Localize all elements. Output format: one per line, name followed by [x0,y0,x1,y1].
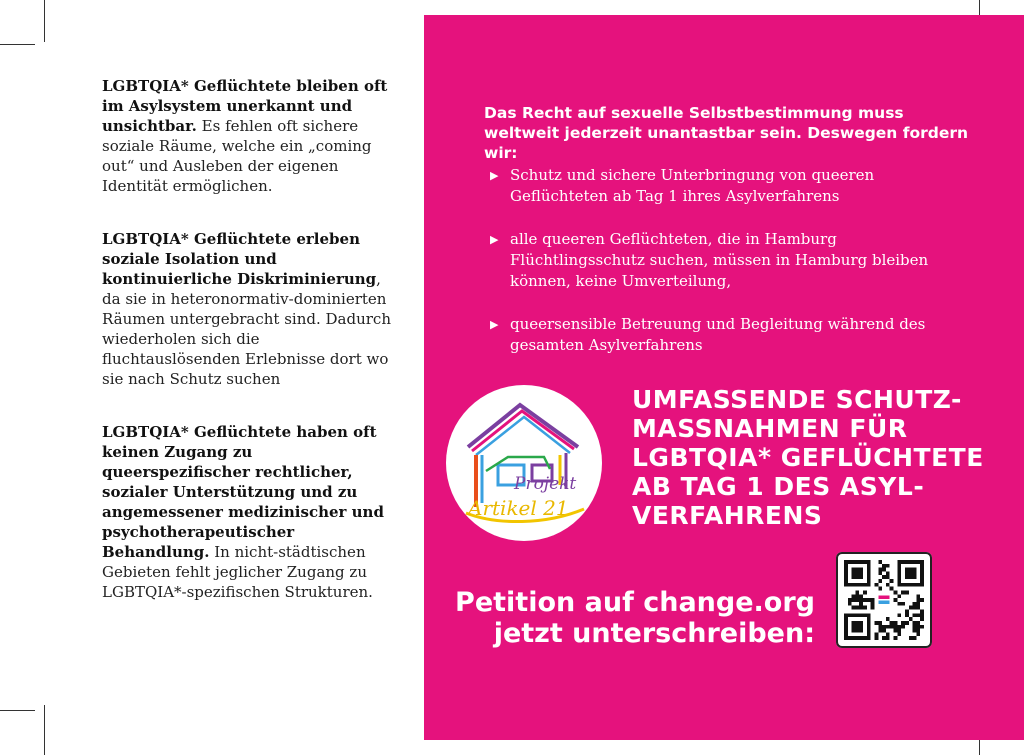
qr-code[interactable] [836,552,932,648]
projekt-artikel-21-logo [446,385,602,541]
triangle-right-icon: ▶ [490,169,499,182]
crop-mark [44,0,45,42]
left-text-column [102,76,392,635]
petition-call-to-action: Petition auf change.org jetzt unterschreiben: [455,587,815,649]
triangle-right-icon: ▶ [490,318,499,331]
crop-mark [0,710,35,711]
svg-text:Artikel 21: Artikel 21 [468,496,569,520]
qr-code-icon [844,560,924,640]
paragraph-unrecognized: LGBTQIA* Geflüchtete bleiben oft im Asylsystem unerkannt und unsichtbar. Es fehlen oft sichere soziale Räume, welche ein „coming out“ und Ausleben der eigenen Identität ermöglichen. [102,77,388,195]
crop-mark [44,705,45,755]
crop-mark [979,740,980,755]
demands-list [488,165,968,378]
list-item: ▶ queersensible Betreuung und Begleitung während des gesamten Asylverfahrens [490,315,926,354]
intro-statement: Das Recht auf sexuelle Selbstbestimmung muss weltweit jederzeit unantastbar sein. Deswegen fordern wir: [484,104,969,162]
logo-house-icon [446,385,602,541]
list-item: ▶ alle queeren Geflüchteten, die in Hamburg Flüchtlingsschutz suchen, müssen in Hamburg bleiben können, keine Umverteilung, [490,230,929,290]
list-item: ▶ Schutz und sichere Unterbringung von queeren Geflüchteten ab Tag 1 ihres Asylverfahrens [490,166,875,205]
svg-text:Projekt: Projekt [514,474,577,494]
main-headline: UMFASSENDE SCHUTZ- MASSNAHMEN FÜR LGBTQIA* GEFLÜCHTETE AB TAG 1 DES ASYL- VERFAHRENS [632,385,984,530]
pink-panel [424,15,1024,740]
crop-mark [0,44,35,45]
paragraph-isolation: LGBTQIA* Geflüchtete erleben soziale Isolation und kontinuierliche Diskriminierung, da sie in heteronormativ-dominierten Räumen untergebracht sind. Dadurch wiederholen sich die fluchtauslösenden Erlebnisse dort wo sie nach Schutz suchen [102,230,391,388]
triangle-right-icon: ▶ [490,233,499,246]
paragraph-no-access: LGBTQIA* Geflüchtete haben oft keinen Zugang zu queerspezifischer rechtlicher, sozialer Unterstützung und zu angemessener medizinischer und psychotherapeutischer Behandlung. In nicht-städtischen Gebieten fehlt jeglicher Zugang zu LGBTQIA*-spezifischen Strukturen. [102,423,384,601]
